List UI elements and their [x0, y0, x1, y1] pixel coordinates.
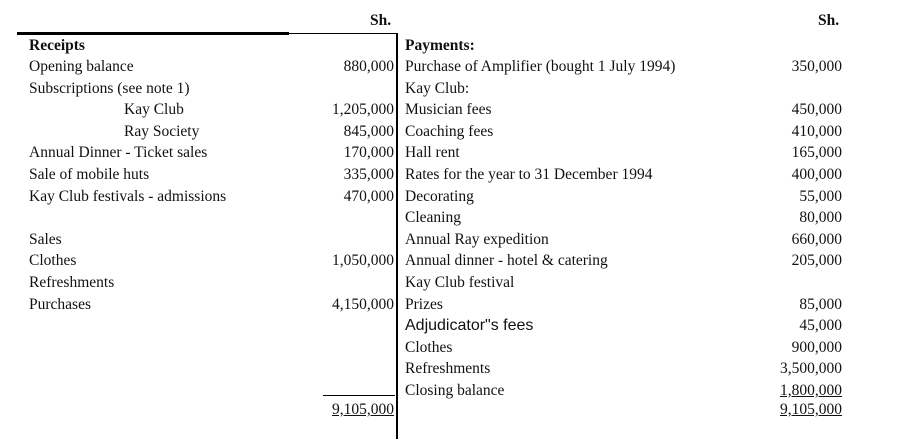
left-currency-header: Sh. — [370, 12, 392, 29]
receipt-amount: 335,000 — [343, 166, 394, 183]
receipt-label: Kay Club festivals - admissions — [29, 187, 227, 205]
payment-amount: 410,000 — [791, 122, 842, 140]
payment-label: Kay Club: — [405, 79, 470, 97]
receipt-amount: 880,000 — [343, 58, 394, 75]
right-currency-header: Sh. — [818, 12, 840, 29]
receipt-amount: 4,150,000 — [332, 295, 394, 313]
payment-label: Annual dinner - hotel & catering — [405, 252, 608, 270]
payment-label: Prizes — [405, 295, 443, 313]
payment-amount: 80,000 — [799, 209, 842, 227]
payments-total: 9,105,000 — [780, 401, 842, 418]
receipts-total-rule — [323, 395, 395, 396]
receipt-amount: 470,000 — [343, 187, 394, 205]
receipt-label: Clothes — [29, 252, 77, 270]
payment-amount: 400,000 — [791, 166, 842, 183]
payments-title: Payments: — [405, 37, 475, 54]
receipt-amount: 170,000 — [343, 144, 394, 162]
payment-amount: 450,000 — [791, 101, 842, 119]
payment-label: Closing balance — [405, 382, 505, 399]
payment-amount: 85,000 — [799, 295, 842, 313]
payment-amount: 55,000 — [799, 187, 842, 205]
receipt-amount: 1,050,000 — [332, 252, 394, 270]
payment-amount: 1,800,000 — [780, 382, 842, 399]
payment-label: Decorating — [405, 187, 474, 205]
receipt-label: Opening balance — [29, 58, 134, 75]
payment-label: Rates for the year to 31 December 1994 — [405, 166, 653, 183]
payment-label: Adjudicator"s fees — [405, 317, 534, 335]
receipt-label: Ray Society — [124, 122, 200, 140]
payment-label: Annual Ray expedition — [405, 230, 549, 248]
receipt-label: Annual Dinner - Ticket sales — [29, 144, 208, 162]
payment-label: Refreshments — [405, 360, 491, 378]
receipt-label: Subscriptions (see note 1) — [29, 79, 190, 97]
receipt-label: Kay Club — [124, 101, 184, 119]
payment-amount: 660,000 — [791, 230, 842, 248]
payment-label: Purchase of Amplifier (bought 1 July 1994) — [405, 58, 676, 75]
header-rule-thin — [289, 33, 397, 34]
payment-label: Musician fees — [405, 101, 492, 119]
receipt-label: Sales — [29, 230, 62, 248]
payment-amount: 900,000 — [791, 338, 842, 356]
payment-label: Coaching fees — [405, 122, 494, 140]
payment-amount: 165,000 — [791, 144, 842, 162]
payment-label: Kay Club festival — [405, 274, 515, 291]
receipt-amount: 1,205,000 — [332, 101, 394, 119]
header-rule — [17, 32, 289, 35]
receipt-label: Refreshments — [29, 274, 115, 291]
receipt-amount: 845,000 — [343, 122, 394, 140]
payment-label: Hall rent — [405, 144, 460, 162]
receipts-total: 9,105,000 — [332, 401, 394, 418]
payment-label: Clothes — [405, 338, 453, 356]
payment-amount: 350,000 — [791, 58, 842, 75]
payment-label: Cleaning — [405, 209, 461, 227]
column-divider — [396, 33, 398, 439]
receipt-label: Sale of mobile huts — [29, 166, 150, 183]
payment-amount: 205,000 — [791, 252, 842, 270]
receipt-label: Purchases — [29, 295, 91, 313]
receipts-title: Receipts — [29, 37, 85, 54]
payment-amount: 45,000 — [799, 317, 842, 335]
payment-amount: 3,500,000 — [780, 360, 842, 378]
